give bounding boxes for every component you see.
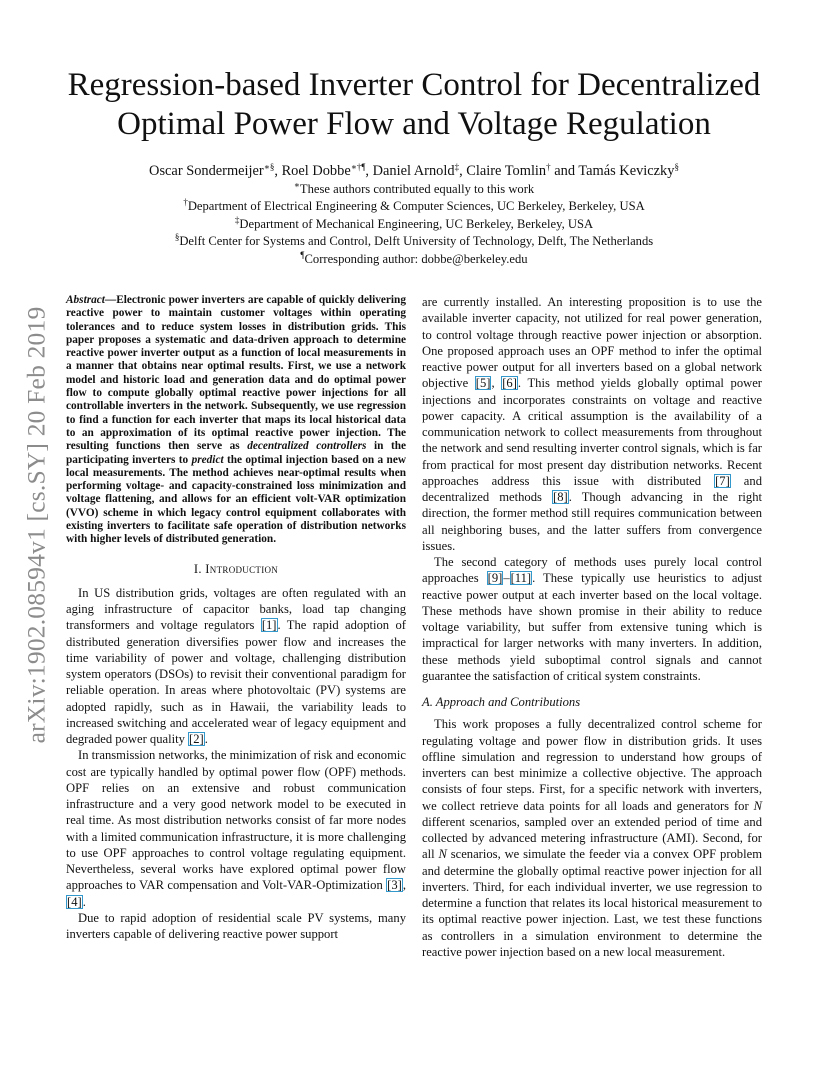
author-list: Oscar Sondermeijer∗§, Roel Dobbe∗†¶, Daniel Arnold‡, Claire Tomlin† and Tamás Keviczky§: [149, 162, 679, 179]
subsection-heading-approach: A. Approach and Contributions: [422, 695, 581, 709]
author-mark: §: [674, 162, 679, 172]
emphasis: decentralized controllers: [247, 440, 367, 453]
math-symbol: N: [753, 798, 762, 813]
title-line-1: Regression-based Inverter Control for Decentralized: [67, 67, 761, 103]
author-name: Oscar Sondermeijer: [149, 163, 264, 179]
affiliation-text: These authors contributed equally to this work: [299, 182, 535, 196]
citation-link[interactable]: [11]: [510, 571, 532, 586]
affiliation-mark: §: [174, 232, 180, 243]
math-symbol: N: [438, 847, 447, 862]
author-name: Daniel Arnold: [372, 163, 455, 179]
affiliations: [40, 181, 788, 268]
affiliation-mark: ‡: [234, 214, 240, 225]
right-column: [422, 294, 762, 960]
arxiv-identifier-stamp: [4, 290, 68, 760]
citation-link[interactable]: [2]: [189, 732, 204, 747]
affiliation-line: [40, 251, 788, 268]
citation-link[interactable]: [7]: [715, 473, 730, 488]
citation-link[interactable]: [6]: [502, 376, 517, 391]
approach-paragraph: This work proposes a fully decentralized control scheme for regulating voltage and power flow in distribution grids. It uses offline simulation and regression to understand how groups of inverters can best minimize a collective objective. The approach consists of four steps. First, for a specific network with inverters, we collect retrieve data points for all loads and generators for N different scenarios, sampled over an extended period of time and collected by advanced metering infrastructure (AMI). Second, for all N scenarios, we simulate the feeder via a convex OPF problem and determine the globally optimal reactive power injection for all inverters. Third, for each individual inverter, we use regression to determine a function that relates its local historical measurement to its optimal reactive power injection. Last, we test these functions as controllers in a simulation environment to determine the reactive power injection based on a new local measurement.: [422, 717, 762, 959]
affiliation-text: Corresponding author: dobbe@berkeley.edu: [304, 251, 528, 266]
intro-paragraph-3-continued: are currently installed. An interesting proposition is to use the available inverter capacity, not utilized for real power generation, to control voltage through reactive power injection or absorption. One proposed approach uses an OPF method to infer the optimal reactive power output for all inverters based on a global network objective [5], [6]. This method yields globally optimal power injections and incorporates constraints on voltage and reactive power capacity. A critical assumption is the availability of a communication network to collect measurements from throughout the network and send resulting inverter control signals, which is far from practical for most present day distribution networks. Recent approaches address this issue with distributed [7] and decentralized methods [8]. Though advancing in the right direction, the former method still requires communication between all neighboring buses, and the latter suffers from convergence issues.: [422, 295, 763, 553]
affiliation-line: [40, 233, 788, 250]
arxiv-stamp-text: arXiv:1902.08594v1 [cs.SY] 20 Feb 2019: [21, 306, 51, 744]
intro-paragraph-3: Due to rapid adoption of residential scale PV systems, many inverters capable of delivering reactive power support: [66, 910, 406, 942]
section-heading-introduction: I. Introduction: [193, 561, 279, 576]
abstract: Abstract—Electronic power inverters are capable of quickly delivering reactive power to maintain customer voltages within operating tolerances and to reduce system losses in distribution grids. This paper proposes a systematic and data-driven approach to determine reactive power inverter output as a function of local measurements in a manner that obtains near optimal results. First, we use a network model and historic load and generation data and do optimal power flow to compute globally optimal reactive power injections for all controllable inverters in the network. Subsequently, we use regression to find a function for each inverter that maps its local historical data to an approximation of its optimal reactive power injection. The resulting functions then serve as decentralized controllers in the participating inverters to predict the optimal injection based on a new local measurements. The method achieves near-optimal results when performing voltage- and capacity-constrained loss minimization and voltage flattening, and allows for an efficient volt-VAR optimization (VVO) scheme in which legacy control equipment collaborates with existing inverters to facilitate safe operation of distribution networks with higher levels of distributed generation.: [66, 294, 407, 546]
author-name: Roel Dobbe: [281, 163, 351, 179]
citation-link[interactable]: [4]: [67, 894, 82, 909]
author-mark: †: [546, 162, 551, 172]
author-name: Claire Tomlin: [466, 163, 547, 179]
author-mark: ∗†¶: [350, 162, 366, 172]
citation-link[interactable]: [9]: [487, 571, 503, 586]
author-mark: ∗§: [263, 162, 275, 172]
abstract-label: Abstract: [66, 294, 105, 306]
citation-link[interactable]: [1]: [261, 618, 277, 633]
paper-title: [40, 66, 788, 144]
intro-paragraph-1: In US distribution grids, voltages are often regulated with an aging infrastructure of capacitor banks, load tap changing transformers and voltage regulators [1]. The rapid adoption of distributed generation diversifies power flow and increases the time variability of power and voltage, challenging distribution system operators (DSOs) to revisit their conventional paradigm for reliable operation. In areas where photovoltaic (PV) systems are adopted rapidly, such as in Hawaii, the variability leads to increased switching and accelerated wear of legacy equipment and degraded power quality [2].: [66, 585, 406, 747]
affiliation-mark: ¶: [300, 249, 305, 260]
affiliation-text: Delft Center for Systems and Control, Delft University of Technology, Delft, The Netherlands: [179, 234, 654, 249]
citation-link[interactable]: [5]: [475, 376, 491, 391]
citation-link[interactable]: [3]: [387, 878, 402, 893]
title-line-2: Optimal Power Flow and Voltage Regulation: [117, 106, 711, 142]
citation-link[interactable]: [8]: [553, 490, 568, 504]
affiliation-text: Department of Mechanical Engineering, UC Berkeley, Berkeley, USA: [239, 216, 594, 231]
affiliation-mark: †: [183, 197, 188, 208]
author-mark: ‡: [454, 162, 460, 172]
author-name: Tamás Keviczky: [578, 163, 675, 179]
affiliation-text: Department of Electrical Engineering & Computer Sciences, UC Berkeley, Berkeley, USA: [187, 199, 645, 214]
affiliation-line: [40, 181, 788, 198]
left-column: [66, 294, 406, 942]
emphasis: predict: [191, 453, 224, 466]
intro-paragraph-2: In transmission networks, the minimization of risk and economic cost are typically handled by optimal power flow (OPF) methods. OPF relies on an extensive and robust communication infrastructure and a very good network model to be executed in real time. As most distribution networks consist of far more nodes with a limited communication infrastructure, it is more challenging to use OPF approaches to control voltage regulating equipment. Nevertheless, several works have explored optimal power flow approaches to VAR compensation and Volt-VAR-Optimization [3], [4].: [66, 748, 406, 909]
affiliation-line: [40, 216, 788, 233]
affiliation-line: [40, 198, 788, 215]
affiliation-mark: ∗: [293, 180, 300, 190]
intro-paragraph-4: The second category of methods uses purely local control approaches [9]–[11]. These typically use heuristics to adjust reactive power output at each inverter based on the local voltage. These methods have shown promise in their ability to reduce voltage variability, but suffer from extensive tuning which is impractical for larger networks with many inverters. In addition, these methods yield suboptimal control signals and cannot guarantee the satisfaction of critical system constraints.: [422, 555, 762, 683]
